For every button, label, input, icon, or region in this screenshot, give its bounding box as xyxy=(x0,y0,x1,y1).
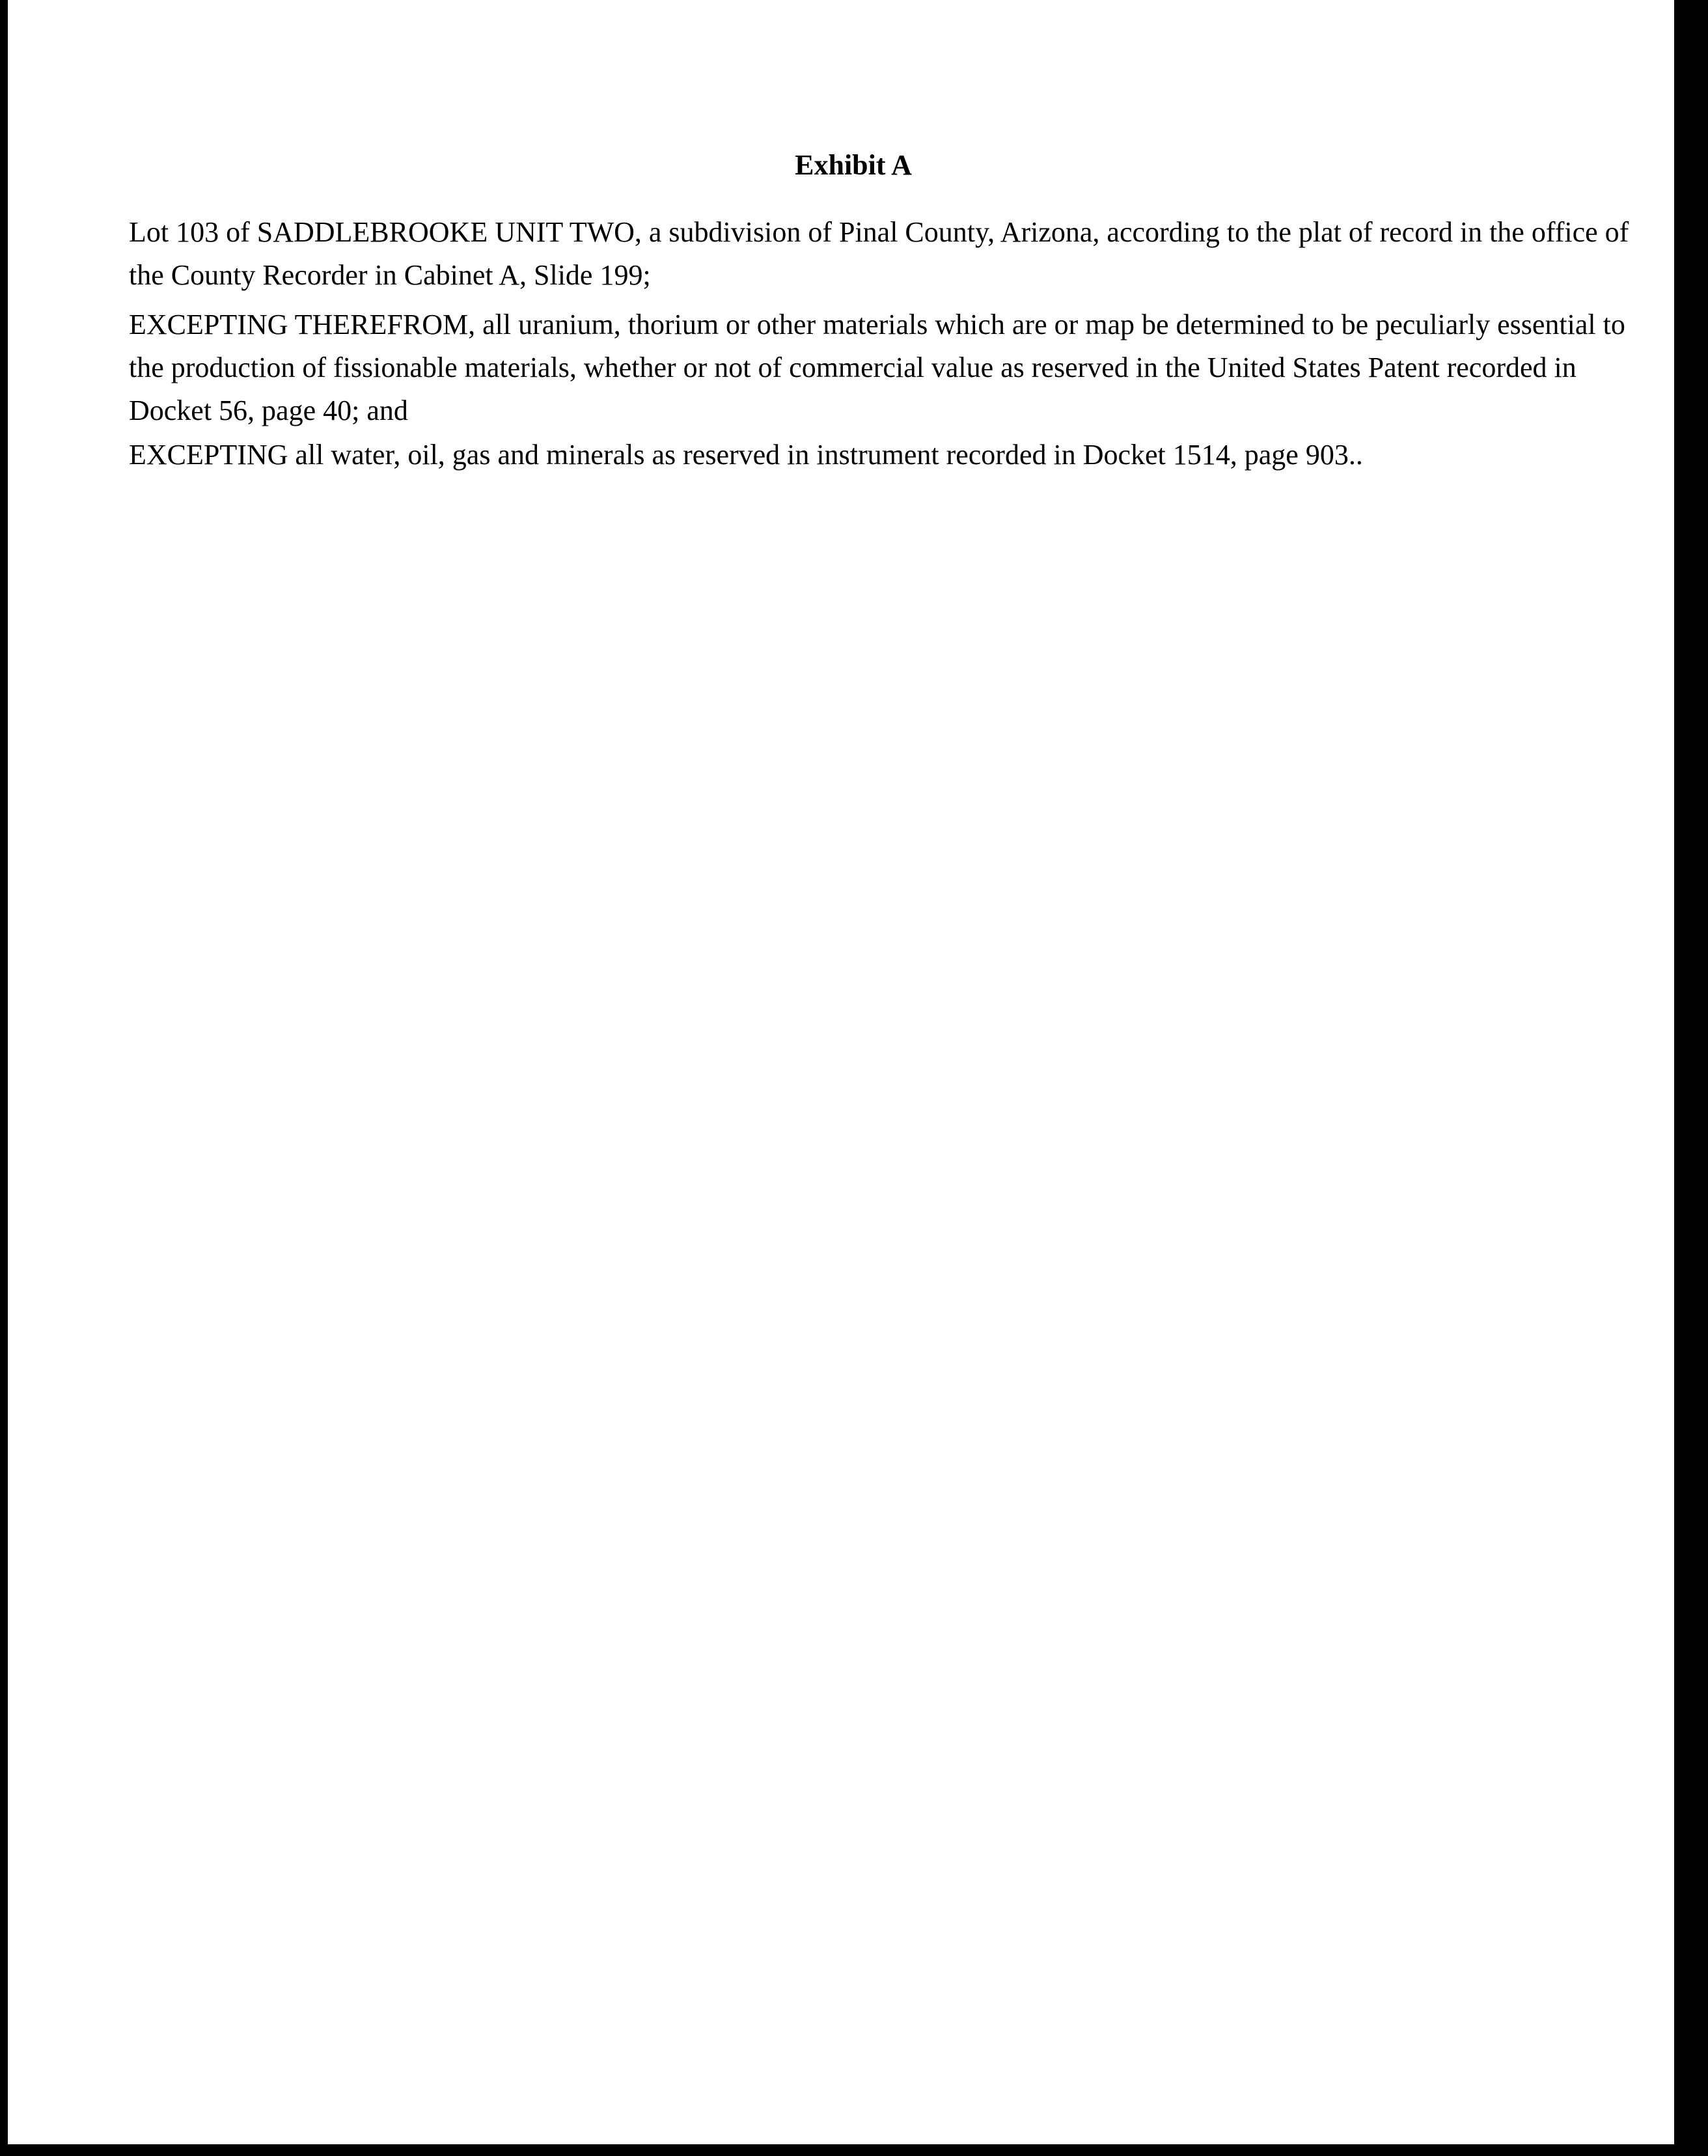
exhibit-title: Exhibit A xyxy=(795,149,912,181)
scan-border-bottom xyxy=(0,2144,1708,2156)
paragraph-line: EXCEPTING THEREFROM, all uranium, thorium or other materials which are or map be determined to be peculiarly essential to xyxy=(129,309,1625,340)
water-oil-gas-exception-paragraph xyxy=(129,434,1578,477)
paragraph-line: Lot 103 of SADDLEBROOKE UNIT TWO, a subdivision of Pinal County, Arizona, according to the plat of record in the office of xyxy=(129,216,1629,248)
document-body xyxy=(129,147,1629,471)
paragraph-line: the production of fissionable materials, whether or not of commercial value as reserved in the United States Patent recorded in xyxy=(129,352,1577,383)
scan-border-left xyxy=(0,0,8,2156)
mineral-exception-paragraph xyxy=(129,303,1625,432)
scan-border-right xyxy=(1674,0,1708,2156)
paragraph-line: Docket 56, page 40; and xyxy=(129,394,408,426)
paragraph-line: EXCEPTING all water, oil, gas and minerals as reserved in instrument recorded in Docket 1514, page 903.. xyxy=(129,439,1363,471)
legal-description-paragraph xyxy=(129,211,1629,297)
paragraph-line: the County Recorder in Cabinet A, Slide 199; xyxy=(129,259,651,291)
